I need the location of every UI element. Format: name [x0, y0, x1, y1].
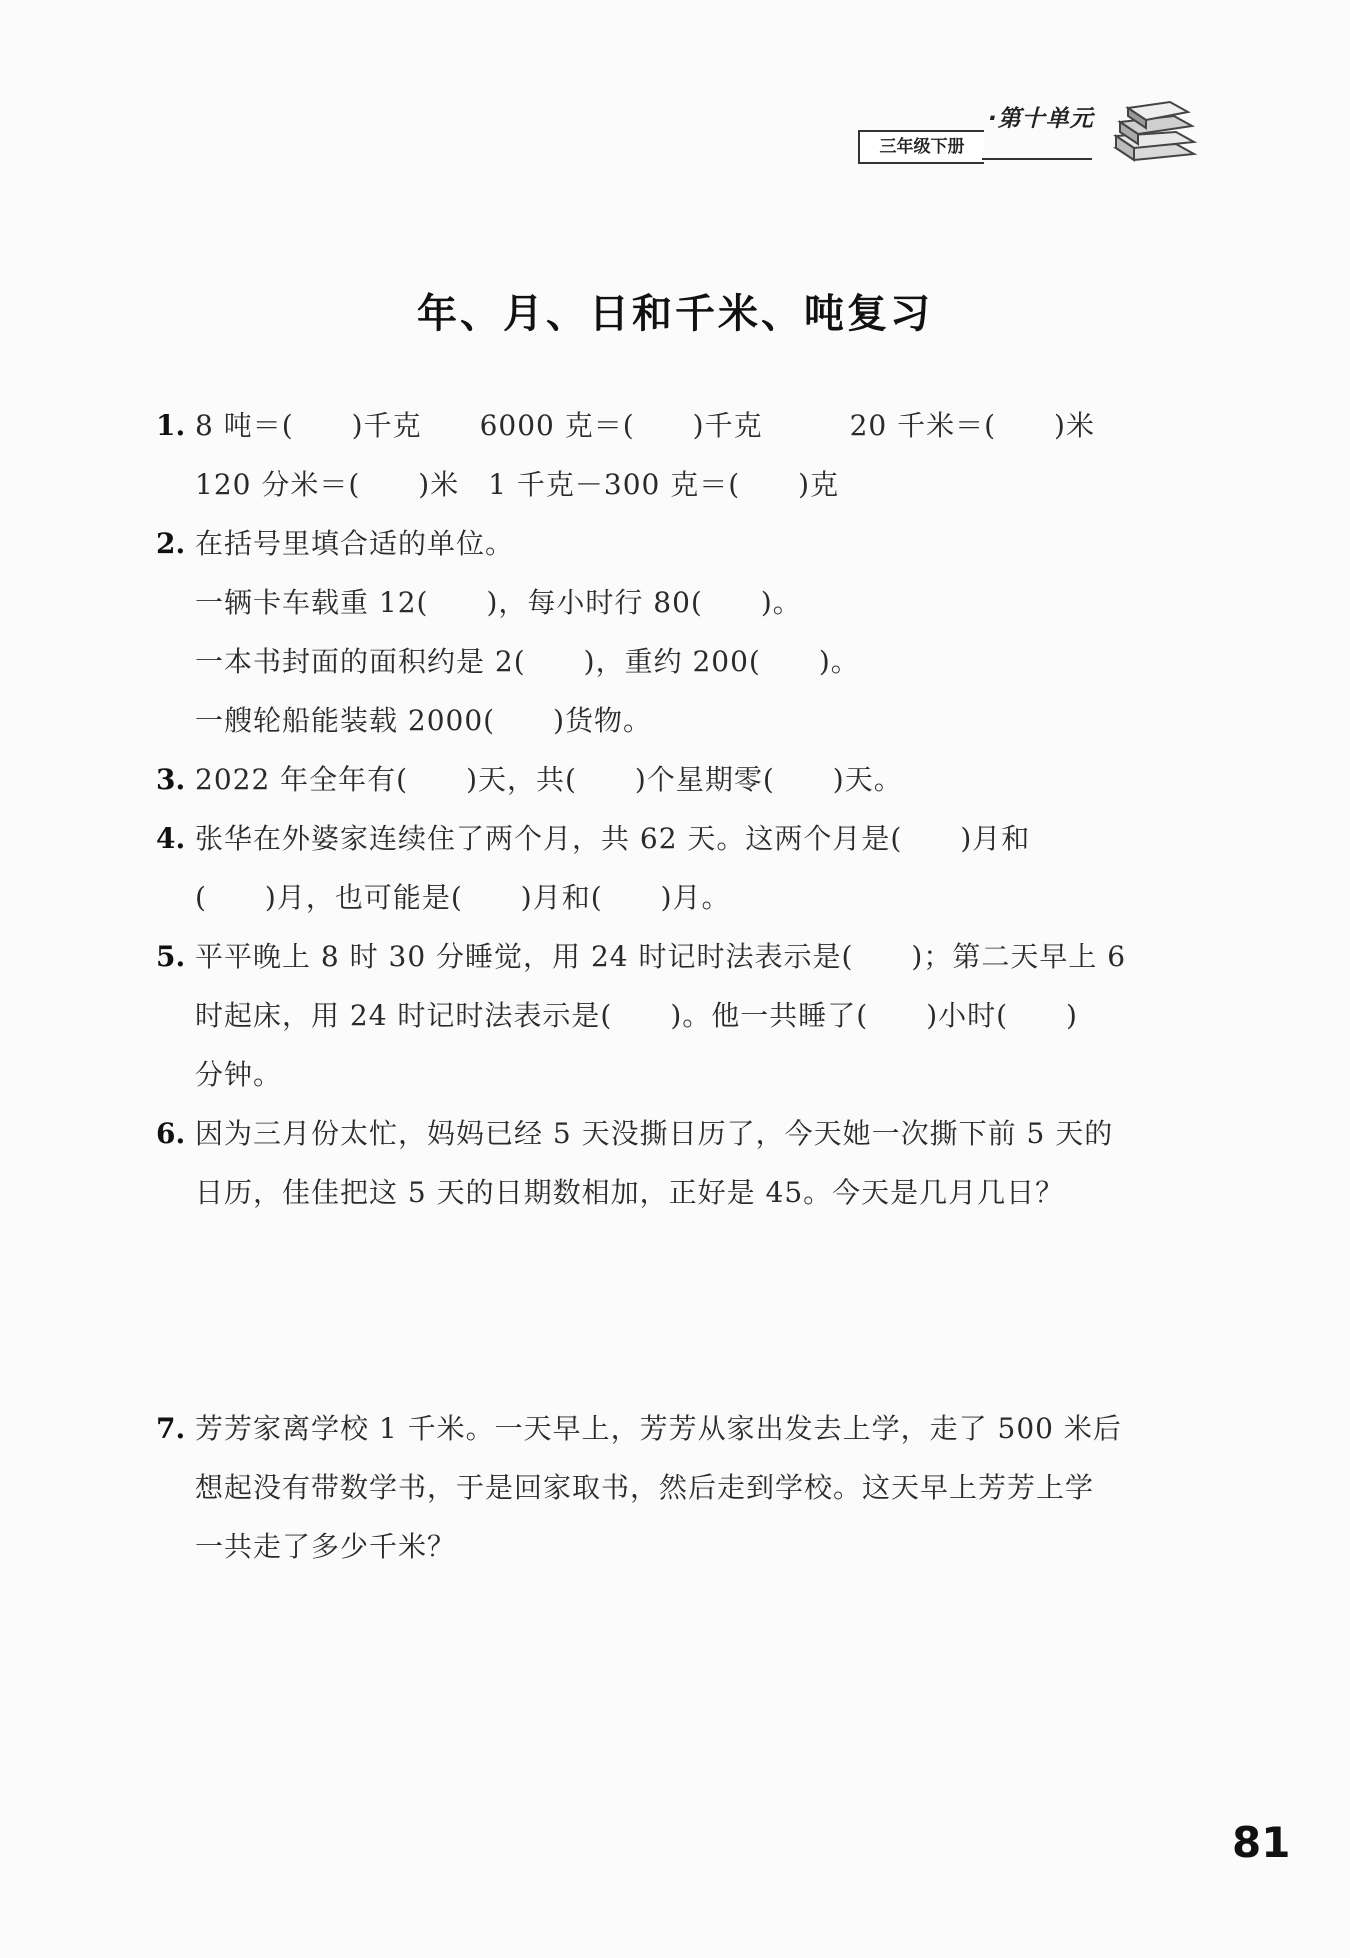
question-number: 5.: [156, 940, 186, 973]
question-number: 3.: [156, 763, 186, 796]
question-line: 一艘轮船能装载 2000( )货物。: [195, 704, 653, 737]
question-line: 8 吨＝( )千克 6000 克＝( )千克 20 千米＝( )米: [195, 409, 1095, 442]
question-number: 1.: [156, 409, 186, 442]
question-number: 2.: [156, 527, 186, 560]
question-line: 在括号里填合适的单位。: [195, 527, 515, 560]
question-line: 一共走了多少千米？: [195, 1530, 457, 1563]
question-number: 6.: [156, 1117, 186, 1150]
question-line: 120 分米＝( )米 1 千克－300 克＝( )克: [195, 468, 840, 501]
page-title: 年、月、日和千米、吨复习: [417, 290, 933, 337]
grade-label: 三年级下册: [858, 130, 984, 164]
badge-rule: [982, 158, 1092, 160]
books-icon: [1106, 96, 1198, 166]
question-line: 因为三月份太忙，妈妈已经 5 天没撕日历了，今天她一次撕下前 5 天的: [195, 1117, 1114, 1150]
question-line: 一辆卡车载重 12( )，每小时行 80( )。: [195, 586, 802, 619]
unit-label: ·第十单元: [988, 106, 1094, 132]
question-line: 张华在外婆家连续住了两个月，共 62 天。这两个月是( )月和: [195, 822, 1031, 855]
question-line: 时起床，用 24 时记时法表示是( )。他一共睡了( )小时( ): [195, 999, 1078, 1032]
question-line: 日历，佳佳把这 5 天的日期数相加，正好是 45。今天是几月几日？: [195, 1176, 1065, 1209]
question-line: 分钟。: [195, 1058, 283, 1091]
question-line: 想起没有带数学书，于是回家取书，然后走到学校。这天早上芳芳上学: [195, 1471, 1095, 1504]
question-line: ( )月，也可能是( )月和( )月。: [195, 881, 731, 914]
unit-badge: [858, 96, 1198, 166]
question-line: 芳芳家离学校 1 千米。一天早上，芳芳从家出发去上学，走了 500 米后: [195, 1412, 1122, 1445]
question-line: 2022 年全年有( )天，共( )个星期零( )天。: [195, 763, 903, 796]
question-number: 4.: [156, 822, 186, 855]
question-number: 7.: [156, 1412, 186, 1445]
question-line: 平平晚上 8 时 30 分睡觉，用 24 时记时法表示是( )；第二天早上 6: [195, 940, 1127, 973]
page-number: 81: [1232, 1818, 1291, 1867]
question-line: 一本书封面的面积约是 2( )，重约 200( )。: [195, 645, 860, 678]
